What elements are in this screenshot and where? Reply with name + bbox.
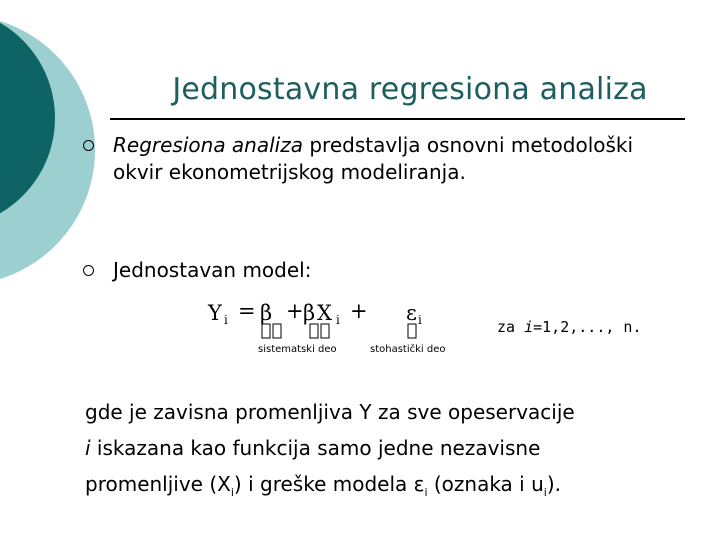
decorative-circles — [0, 0, 130, 300]
index-range-note: za i=1,2,..., n. — [497, 318, 642, 336]
eq-equals: = — [238, 299, 256, 323]
model-equation — [200, 296, 490, 360]
placeholder-box — [408, 324, 416, 338]
placeholder-box — [321, 324, 329, 338]
title-underline — [110, 118, 685, 120]
eq-sub-i-x: i — [336, 313, 340, 327]
eq-beta0: β — [260, 301, 273, 325]
bullet-text: Jednostavan model: — [113, 258, 312, 282]
bullet-simple-model — [113, 257, 673, 284]
eq-plus1: + — [286, 299, 304, 323]
bullet-marker — [83, 265, 94, 276]
bullet-italic-term: Regresiona analiza — [113, 133, 303, 157]
bullet-regression-definition — [113, 132, 673, 186]
label-stochastic-part: stohastički deo — [370, 344, 446, 355]
eq-sub-i-eps: i — [418, 313, 422, 327]
eq-beta1: β — [303, 301, 316, 325]
placeholder-box — [262, 324, 270, 338]
paragraph-line-3: promenljive $(X_i)$ i greške modela $\varepsilon_i$ (oznaka i $u_i$). — [85, 472, 561, 499]
eq-plus2: + — [350, 299, 368, 323]
placeholder-box — [310, 324, 318, 338]
eq-X: X — [317, 301, 332, 325]
explanation-paragraph — [85, 394, 705, 511]
paragraph-line-1: gde je zavisna promenljiva Y za sve opeservacije — [85, 400, 575, 424]
paragraph-line-2: i iskazana kao funkcija samo jedne nezavisne — [85, 436, 541, 460]
label-systematic-part: sistematski deo — [258, 344, 337, 355]
bullet-marker — [83, 140, 94, 151]
eq-epsilon: ε — [406, 301, 417, 325]
slide-title: Jednostavna regresiona analiza — [172, 72, 648, 107]
eq-Y: Y — [208, 301, 222, 325]
placeholder-box — [273, 324, 281, 338]
bullet-text: predstavlja osnovni metodološki okvir ekonometrijskog modeliranja. — [113, 133, 634, 184]
eq-sub-i: i — [224, 313, 228, 327]
